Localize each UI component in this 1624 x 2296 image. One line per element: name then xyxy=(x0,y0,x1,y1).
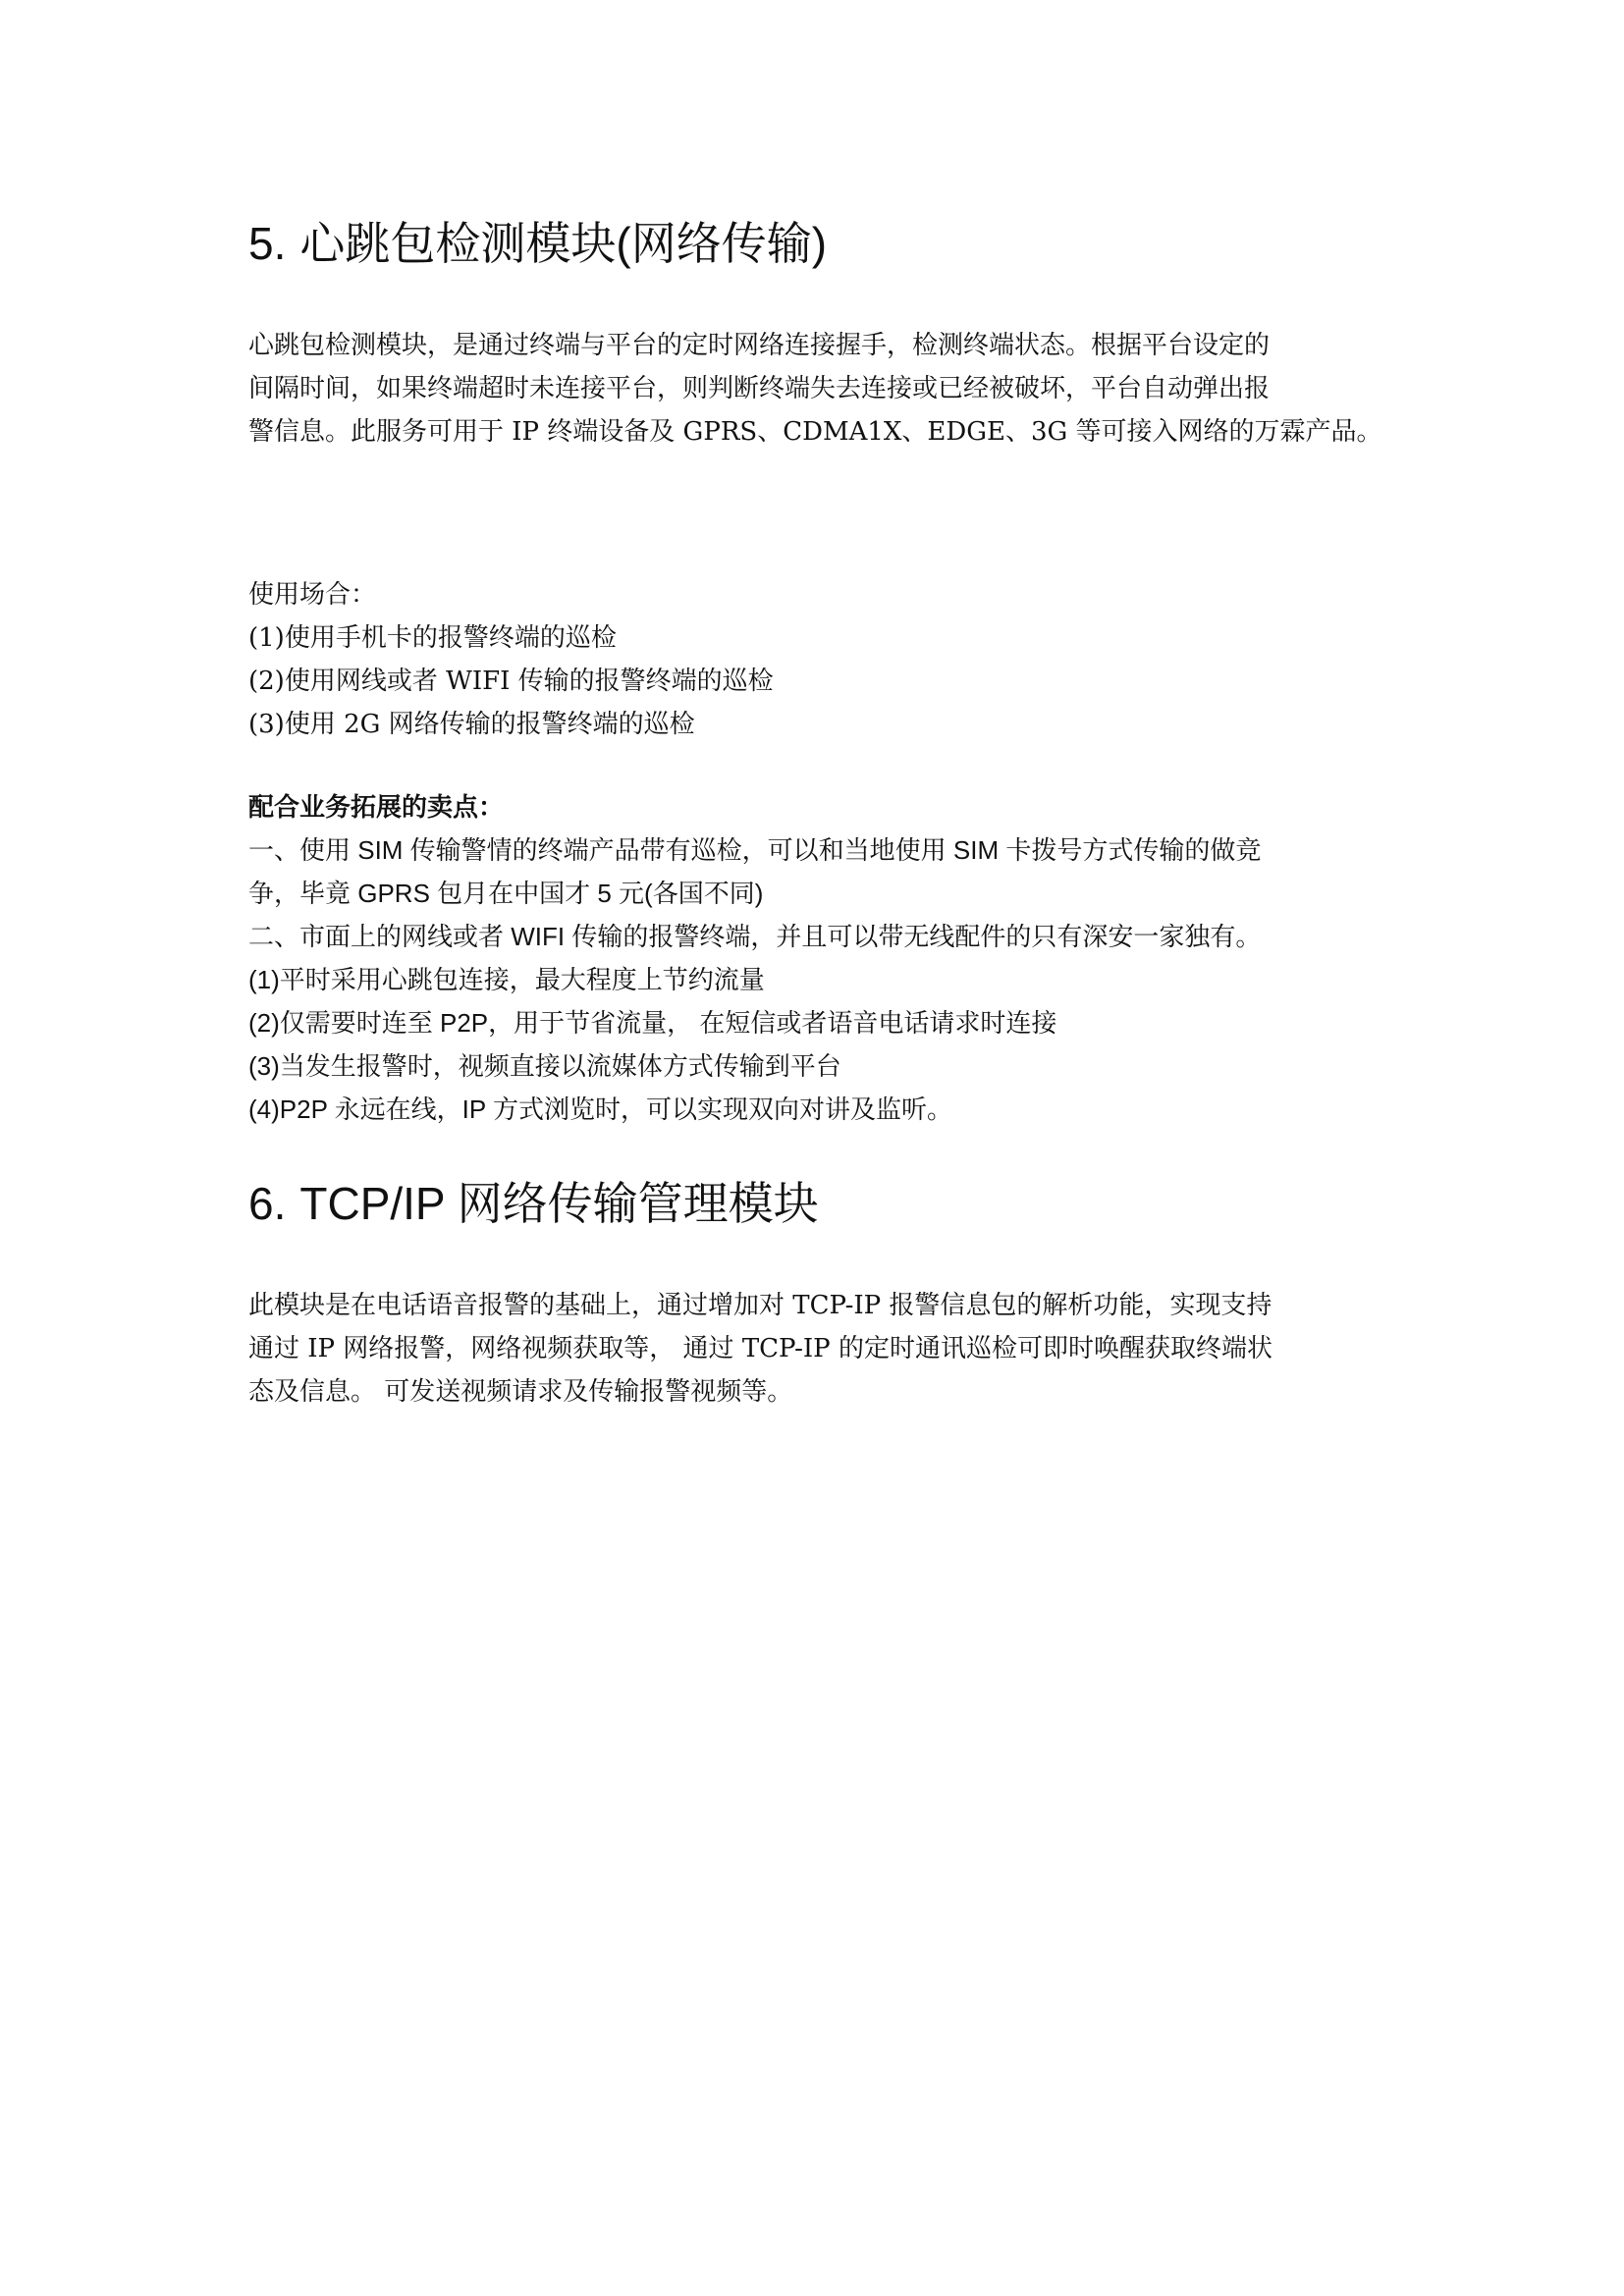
section-5-title: 心跳包检测模块(网络传输) xyxy=(299,218,828,269)
selling-point-line: 争，毕竟 GPRS 包月在中国才 5 元(各国不同) xyxy=(248,879,764,908)
usage-item: (3)使用 2G 网络传输的报警终端的巡检 xyxy=(248,710,695,739)
section-5-number: 5. xyxy=(248,218,287,269)
usage-label: 使用场合： xyxy=(248,580,377,610)
section-5-heading xyxy=(248,214,827,273)
selling-point-line: 一、使用 SIM 传输警情的终端产品带有巡检，可以和当地使用 SIM 卡拨号方式传输的做竞 xyxy=(248,835,1262,865)
section-5-intro-line: 警信息。此服务可用于 IP 终端设备及 GPRS、CDMA1X、EDGE、3G 等可接入网络的万霖产品。 xyxy=(248,417,1382,447)
section-6-number: 6. xyxy=(248,1178,287,1229)
section-5-intro-line: 间隔时间，如果终端超时未连接平台，则判断终端失去连接或已经被破坏，平台自动弹出报 xyxy=(248,374,1271,403)
section-6-intro-line: 通过 IP 网络报警，网络视频获取等， 通过 TCP-IP 的定时通讯巡检可即时唤醒获取终端状 xyxy=(248,1334,1272,1363)
usage-item: (2)使用网线或者 WIFI 传输的报警终端的巡检 xyxy=(248,667,774,696)
selling-points xyxy=(248,785,1392,1131)
selling-point-line: (1)平时采用心跳包连接，最大程度上节约流量 xyxy=(248,965,765,994)
selling-point-line: (3)当发生报警时，视频直接以流媒体方式传输到平台 xyxy=(248,1051,841,1081)
section-6-intro-line: 态及信息。 可发送视频请求及传输报警视频等。 xyxy=(248,1377,793,1407)
section-6-heading xyxy=(248,1174,819,1233)
selling-points-label: 配合业务拓展的卖点： xyxy=(248,792,505,822)
usage-list xyxy=(248,573,1392,746)
usage-item: (1)使用手机卡的报警终端的巡检 xyxy=(248,623,617,653)
section-6-intro xyxy=(248,1284,1392,1414)
selling-point-line: (2)仅需要时连至 P2P，用于节省流量， 在短信或者语音电话请求时连接 xyxy=(248,1008,1057,1038)
selling-point-line: 二、市面上的网线或者 WIFI 传输的报警终端，并且可以带无线配件的只有深安一家独有。 xyxy=(248,922,1262,951)
section-6-title: TCP/IP 网络传输管理模块 xyxy=(299,1178,819,1229)
selling-point-line: (4)P2P 永远在线，IP 方式浏览时，可以实现双向对讲及监听。 xyxy=(248,1095,952,1124)
section-5-intro-line: 心跳包检测模块，是通过终端与平台的定时网络连接握手，检测终端状态。根据平台设定的 xyxy=(248,331,1271,360)
section-6-intro-line: 此模块是在电话语音报警的基础上，通过增加对 TCP-IP 报警信息包的解析功能，实现支持 xyxy=(248,1291,1272,1320)
section-5-intro xyxy=(248,324,1392,454)
